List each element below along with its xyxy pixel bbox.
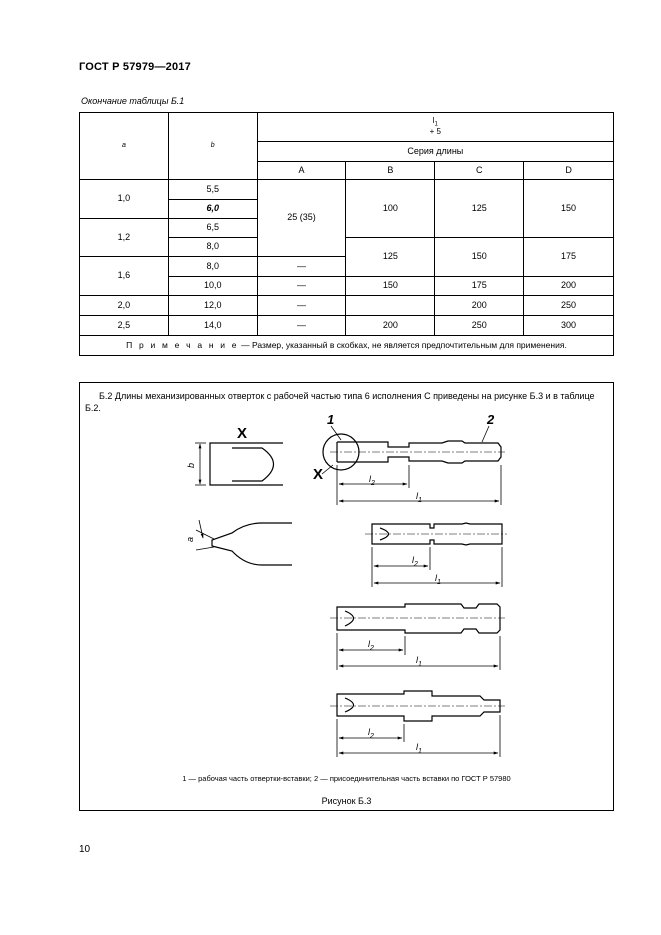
l-subscript: 2 [370,733,374,740]
cell-b: 8,0 [168,257,257,277]
cell-series-c: 125 [435,180,524,238]
note-label: П р и м е ч а н и е [126,340,239,351]
cell-series-b: 200 [346,316,435,336]
series-a: A [257,162,346,180]
cell-b: 12,0 [168,296,257,316]
label-b: b [186,462,196,468]
label-l1 [416,491,422,504]
bit-1 [313,412,505,505]
l-symbol: l [416,742,418,752]
cell-series-d: 175 [524,238,614,277]
l-symbol: l [369,474,371,484]
figure-legend: 1 — рабочая часть отвертки-вставки; 2 — присоединительная часть вставки по ГОСТ Р 57980 [182,774,511,783]
cell-a: 1,6 [80,257,169,296]
label-a: a [185,536,195,542]
l1-symbol: l [432,116,435,126]
cell-series-c: 175 [435,277,524,296]
cell-series-b: 100 [346,180,435,238]
cell-a: 1,2 [80,219,169,257]
l-subscript: 1 [418,661,422,668]
cell-b: 10,0 [168,277,257,296]
label-2: 2 [487,412,495,427]
series-b: B [346,162,435,180]
label-x: X [237,425,248,442]
cell-b: 14,0 [168,316,257,336]
cell-series-c: 150 [435,238,524,277]
figure-intro: Б.2 Длины механизированных отверток с рабочей частью типа 6 исполнения С приведены на рисунке Б.3 и в таблице Б.2. [85,391,595,413]
l-symbol: l [416,655,418,665]
l1-tolerance: + 5 [429,127,441,137]
cell-a: 2,5 [80,316,169,336]
cell-b: 6,0 [168,200,257,219]
bit-2 [365,523,507,587]
l-subscript: 1 [418,497,422,504]
l-subscript: 2 [370,645,374,652]
cell-b: 5,5 [168,180,257,200]
l-symbol: l [368,639,370,649]
cell-a: 1,0 [80,180,169,219]
l-subscript: 1 [437,579,441,586]
label-l1 [435,573,441,586]
bit-4 [330,691,505,757]
series-c: C [435,162,524,180]
note-text: — Размер, указанный в скобках, не является предпочтительным для применения. [238,340,567,351]
bit-3 [330,604,505,670]
cell-series-d: 150 [524,180,614,238]
cell-series-b: 125 [346,238,435,277]
cell-series-d: 250 [524,296,614,316]
cell-series-c: 200 [435,296,524,316]
document-header: ГОСТ Р 57979—2017 [79,61,191,73]
l1-subscript: 1 [434,121,438,128]
l-subscript: 1 [418,748,422,755]
label-1: 1 [327,412,335,427]
l-symbol: l [416,491,418,501]
tip-front-view [186,425,283,485]
table-caption: Окончание таблицы Б.1 [81,96,185,106]
cell-series-a: — [257,277,346,296]
cell-series-a: — [257,296,346,316]
cell-series-a: — [257,316,346,336]
l-symbol: l [435,573,437,583]
cell-b: 8,0 [168,238,257,257]
tip-side-view [185,520,292,565]
l-symbol: l [412,555,414,565]
cell-series-b: 150 [346,277,435,296]
cell-series-c: 250 [435,316,524,336]
header-a: a [80,113,169,180]
cell-series-a: 25 (35) [257,180,346,257]
cell-b: 6,5 [168,219,257,238]
l-subscript: 2 [414,561,418,568]
label-x: X [313,466,324,483]
label-l2 [369,474,375,487]
l-subscript: 2 [371,480,375,487]
header-b: b [168,113,257,180]
figure-caption: Рисунок Б.3 [321,796,372,806]
cell-series-d: 300 [524,316,614,336]
l-symbol: l [368,727,370,737]
cell-series-d: 200 [524,277,614,296]
series-d: D [524,162,614,180]
cell-series-a: — [257,257,346,277]
header-series: Серия длины [257,142,613,162]
cell-a: 2,0 [80,296,169,316]
page-number: 10 [79,844,91,855]
